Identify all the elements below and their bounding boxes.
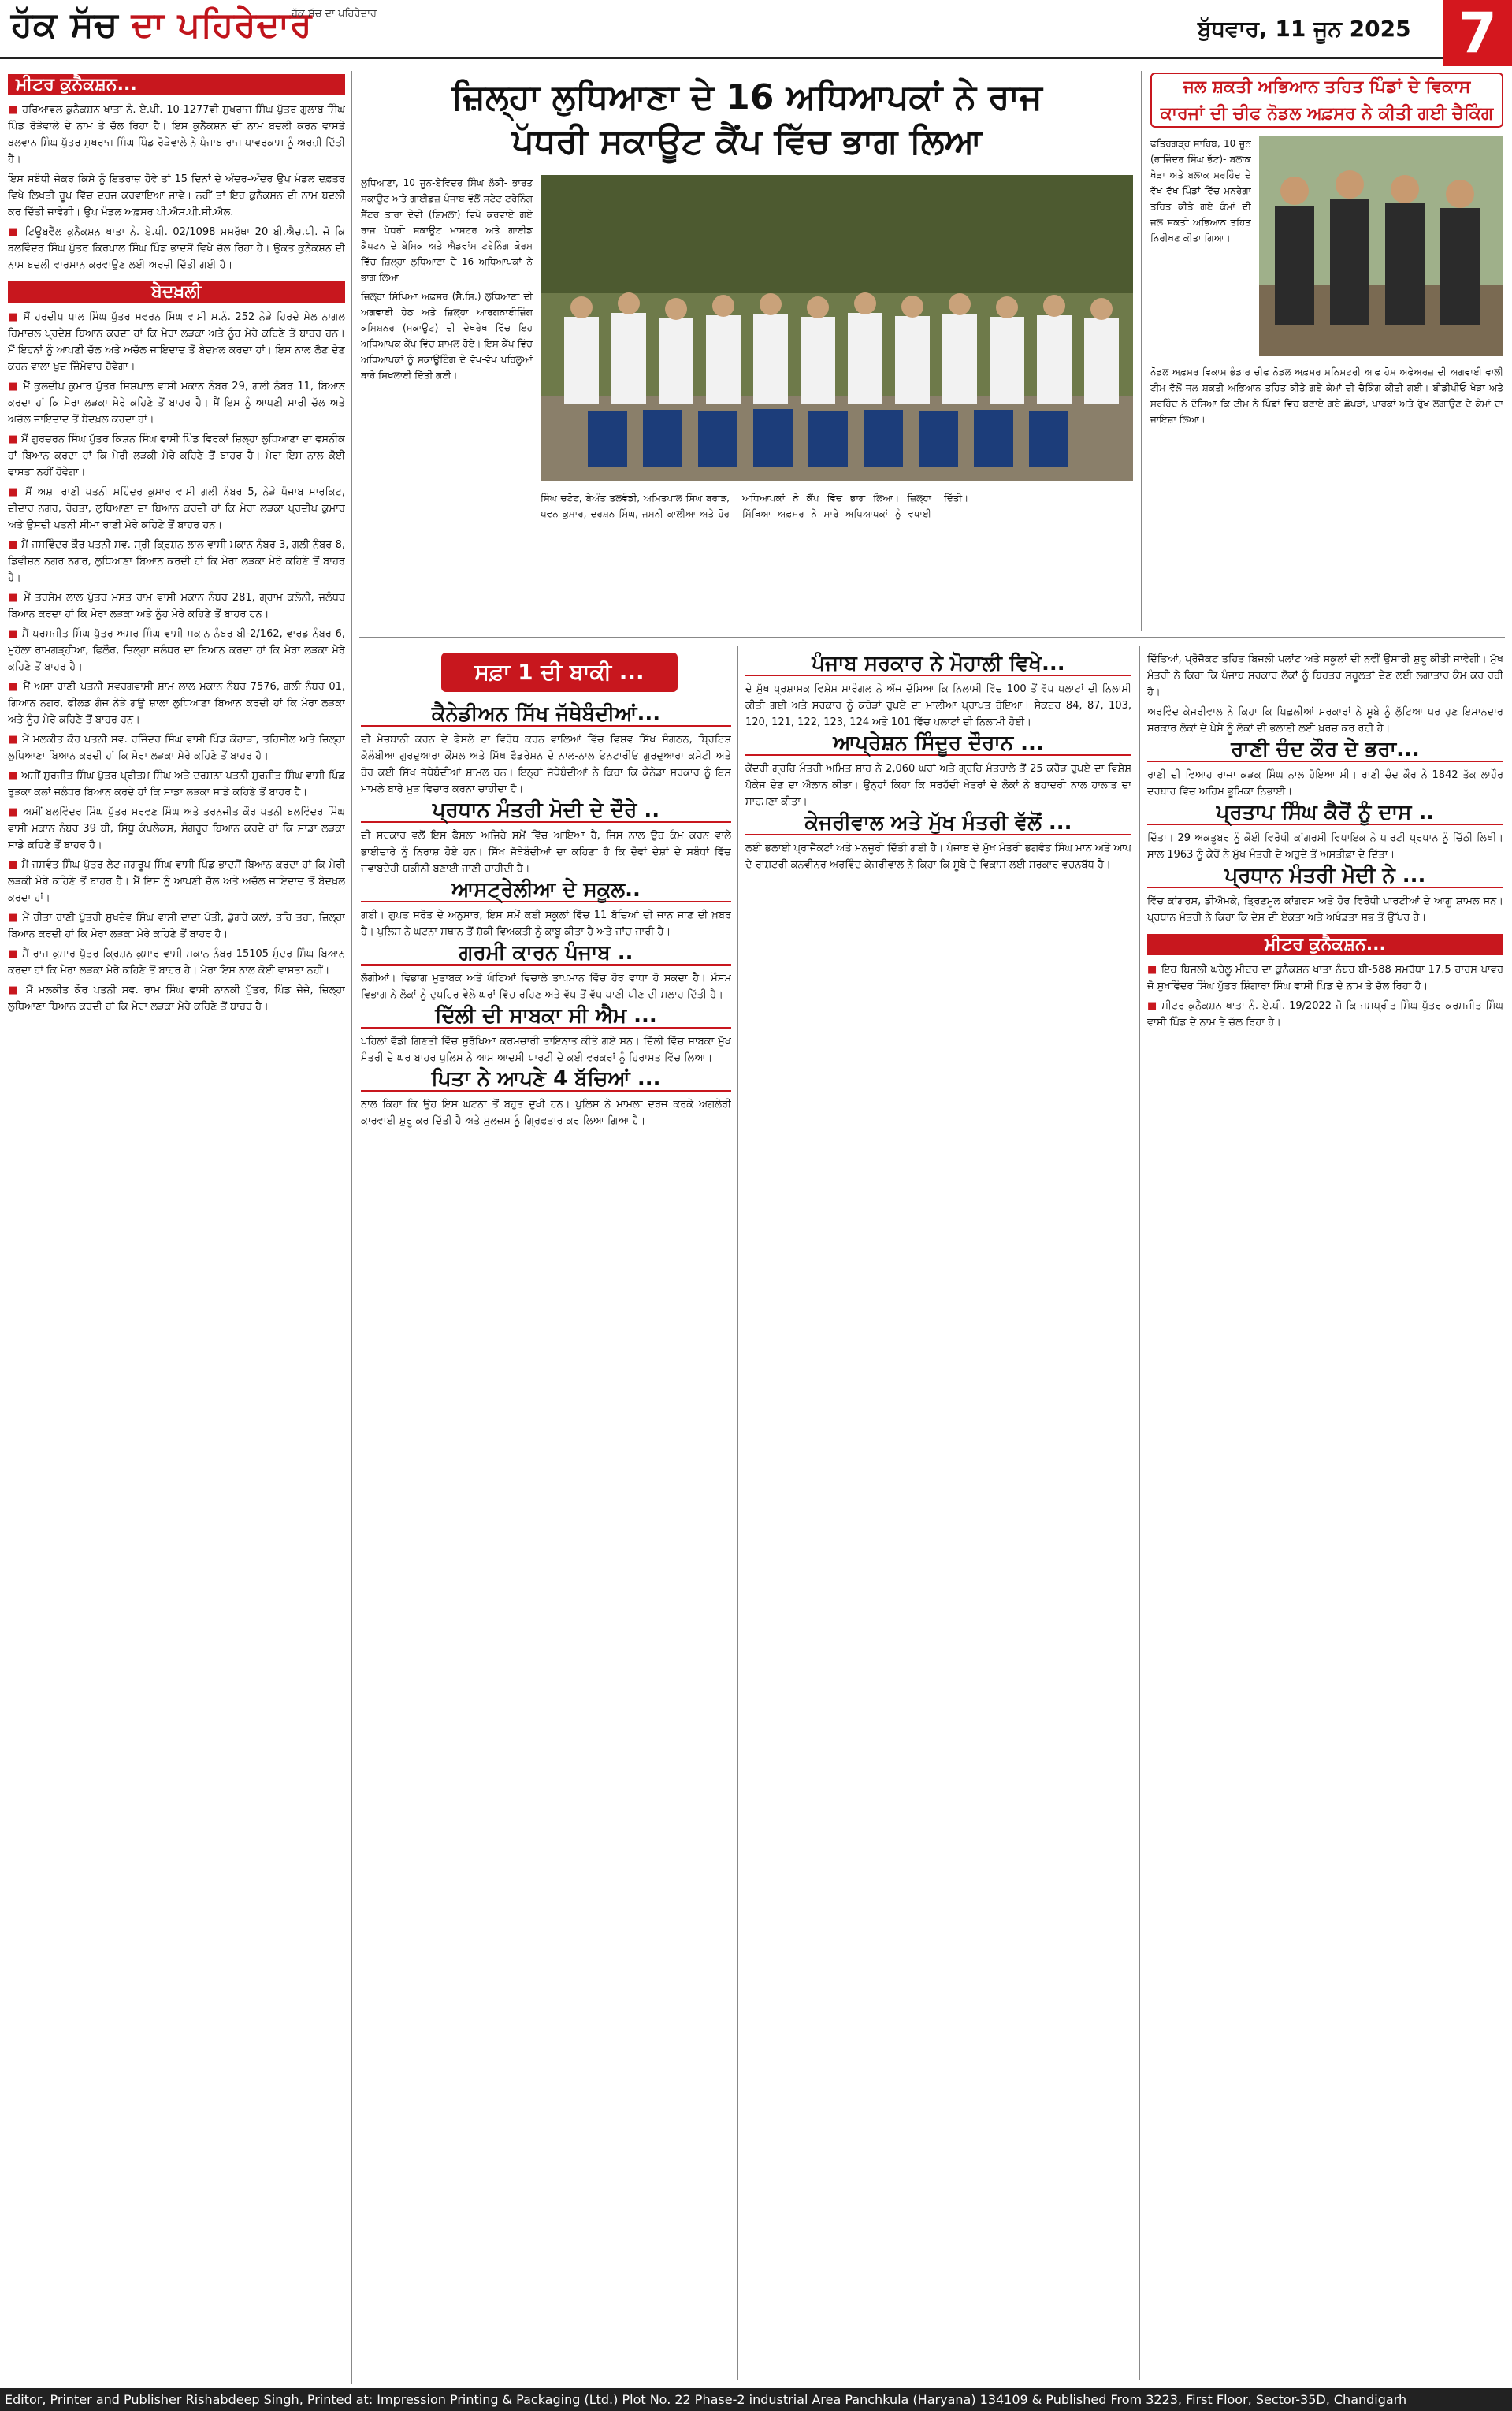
scout-group-photo <box>541 175 1133 481</box>
story-heading: ਪੰਜਾਬ ਸਰਕਾਰ ਨੇ ਮੋਹਾਲੀ ਵਿਖੇ... <box>745 656 1131 676</box>
notice-paragraph: ■ ਇਹ ਬਿਜਲੀ ਘਰੇਲੂ ਮੀਟਰ ਦਾ ਕੁਨੈਕਸ਼ਨ ਖਾਤਾ ਨੰਬਰ ਬੀ-588 ਸਮਰੱਥਾ 17.5 ਹਾਰਸ ਪਾਵਰ ਜੋ ਸੁਖਵਿੰਦਰ ਸਿੰਘ ਪੁੱਤਰ ਸ਼ਿੰਗਾਰਾ ਸਿੰਘ ਵਾਸੀ ਪਿੰਡ ਦੇ ਨਾਮ ਤੇ ਚੱਲ ਰਿਹਾ ਹੈ। <box>1147 964 1503 992</box>
lead-story-body-left <box>361 175 533 624</box>
bullet-icon: ■ <box>1147 1000 1162 1012</box>
eviction-notice: ■ ਮੈਂ ਅਸ਼ਾ ਰਾਣੀ ਪਤਨੀ ਸਵਰਗਵਾਸੀ ਸ਼ਾਮ ਲਾਲ ਮਕਾਨ ਨੰਬਰ 7576, ਗਲੀ ਨੰਬਰ 01, ਗਿਆਨ ਨਗਰ, ਫੀਲਡ ਗੰਜ ਨੇੜੇ ਗਊ ਸ਼ਾਲਾ ਲੁਧਿਆਣਾ ਬਿਆਨ ਕਰਦੀ ਹਾਂ ਕਿ ਮੇਰਾ ਲੜਕਾ ਅਤੇ ਨੂੰਹ ਮੇਰੇ ਕਹਿਣੇ ਤੋਂ ਬਾਹਰ ਹਨ। <box>8 681 345 726</box>
story-heading: ਪ੍ਰਧਾਨ ਮੰਤਰੀ ਮੋਦੀ ਦੇ ਦੌਰੇ .. <box>361 802 731 823</box>
eviction-notice: ■ ਮੈਂ ਰਾਜ ਕੁਮਾਰ ਪੁੱਤਰ ਕ੍ਰਿਸ਼ਨ ਕੁਮਾਰ ਵਾਸੀ ਮਕਾਨ ਨੰਬਰ 15105 ਸੁੰਦਰ ਸਿੰਘ ਬਿਆਨ ਕਰਦਾ ਹਾਂ ਕਿ ਮੇਰਾ ਲੜਕਾ ਮੇਰੇ ਕਹਿਣੇ ਤੋਂ ਬਾਹਰ ਹੈ। ਮੇਰਾ ਇਸ ਨਾਲ ਕੋਈ ਵਾਸਤਾ ਨਹੀਂ। <box>8 948 345 977</box>
issue-date: ਬੁੱਧਵਾਰ, 11 ਜੂਨ 2025 <box>1198 16 1411 42</box>
story-heading: ਕੇਜਰੀਵਾਲ ਅਤੇ ਮੁੱਖ ਮੰਤਰੀ ਵੱਲੋਂ ... <box>745 815 1131 835</box>
bullet-icon: ■ <box>8 592 24 604</box>
story-paragraph: ਨਾਲ ਕਿਹਾ ਕਿ ਉਹ ਇਸ ਘਟਨਾ ਤੋਂ ਬਹੁਤ ਦੁਖੀ ਹਨ। ਪੁਲਿਸ ਨੇ ਮਾਮਲਾ ਦਰਜ ਕਰਕੇ ਅਗਲੇਰੀ ਕਾਰਵਾਈ ਸ਼ੁਰੂ ਕਰ ਦਿੱਤੀ ਹੈ ਅਤੇ ਮੁਲਜ਼ਮ ਨੂੰ ਗ੍ਰਿਫ਼ਤਾਰ ਕਰ ਲਿਆ ਗਿਆ ਹੈ। <box>361 1099 731 1127</box>
eviction-notice: ■ ਅਸੀਂ ਬਲਵਿੰਦਰ ਸਿੰਘ ਪੁੱਤਰ ਸਰਵਣ ਸਿੰਘ ਅਤੇ ਤਰਨਜੀਤ ਕੌਰ ਪਤਨੀ ਬਲਵਿੰਦਰ ਸਿੰਘ ਵਾਸੀ ਮਕਾਨ ਨੰਬਰ 39 ਬੀ, ਸਿੱਧੂ ਕੰਪਲੈਕਸ, ਸੰਗਰੂਰ ਬਿਆਨ ਕਰਦੇ ਹਾਂ ਕਿ ਸਾਡਾ ਲੜਕਾ ਸਾਡੇ ਕਹਿਣੇ ਤੋਂ ਬਾਹਰ ਹੈ। <box>8 806 345 851</box>
bullet-icon: ■ <box>8 381 24 393</box>
story-paragraph: ਲੱਗੀਆਂ। ਵਿਭਾਗ ਮੁਤਾਬਕ ਅਤੇ ਘੰਟਿਆਂ ਵਿਚਾਲੇ ਤਾਪਮਾਨ ਵਿੱਚ ਹੋਰ ਵਾਧਾ ਹੋ ਸਕਦਾ ਹੈ। ਮੌਸਮ ਵਿਭਾਗ ਨੇ ਲੋਕਾਂ ਨੂੰ ਦੁਪਹਿਰ ਵੇਲੇ ਘਰਾਂ ਵਿੱਚ ਰਹਿਣ ਅਤੇ ਵੱਧ ਤੋਂ ਵੱਧ ਪਾਣੀ ਪੀਣ ਦੀ ਸਲਾਹ ਦਿੱਤੀ ਹੈ। <box>361 973 731 1001</box>
masthead-title <box>11 5 313 45</box>
eviction-notice: ■ ਮੈਂ ਤਰਸੇਮ ਲਾਲ ਪੁੱਤਰ ਮਸਤ ਰਾਮ ਵਾਸੀ ਮਕਾਨ ਨੰਬਰ 281, ਗ੍ਰਾਮ ਕਲੋਨੀ, ਜਲੰਧਰ ਬਿਆਨ ਕਰਦਾ ਹਾਂ ਕਿ ਮੇਰਾ ਲੜਕਾ ਅਤੇ ਨੂੰਹ ਮੇਰੇ ਕਹਿਣੇ ਤੋਂ ਬਾਹਰ ਹਨ। <box>8 592 345 620</box>
bullet-icon: ■ <box>8 734 23 746</box>
bullet-icon: ■ <box>8 433 22 445</box>
imprint-footer: Editor, Printer and Publisher Rishabdeep Singh, Printed at: Impression Printing & Packaging (Ltd.) Plot No. 22 Phase-2 industrial Area Panchkula (Haryana) 134109 & Published From 3223, First Floor, Sector-35D, Chandigarh <box>0 2388 1512 2411</box>
bullet-icon: ■ <box>8 912 23 924</box>
page-number-badge: 7 <box>1443 0 1512 66</box>
notice-paragraph: ਇਸ ਸਬੰਧੀ ਜੇਕਰ ਕਿਸੇ ਨੂੰ ਇਤਰਾਜ਼ ਹੋਵੇ ਤਾਂ 15 ਦਿਨਾਂ ਦੇ ਅੰਦਰ-ਅੰਦਰ ਉਪ ਮੰਡਲ ਦਫ਼ਤਰ ਵਿਖੇ ਲਿਖਤੀ ਰੂਪ ਵਿੱਚ ਦਰਜ ਕਰਵਾਇਆ ਜਾਵੇ। ਨਹੀਂ ਤਾਂ ਇਹ ਕੁਨੈਕਸ਼ਨ ਦੀ ਨਾਮ ਬਦਲੀ ਕਰ ਦਿੱਤੀ ਜਾਵੇਗੀ। ਉਪ ਮੰਡਲ ਅਫ਼ਸਰ ਪੀ.ਐਸ.ਪੀ.ਸੀ.ਐਲ. <box>8 173 345 218</box>
story-heading: ਕੈਨੇਡੀਅਨ ਸਿੱਖ ਜੱਥੇਬੰਦੀਆਂ... <box>361 706 731 727</box>
lead-headline <box>361 76 1133 164</box>
story-paragraph: ਅਰਵਿੰਦ ਕੇਜਰੀਵਾਲ ਨੇ ਕਿਹਾ ਕਿ ਪਿਛਲੀਆਂ ਸਰਕਾਰਾਂ ਨੇ ਸੂਬੇ ਨੂੰ ਲੁੱਟਿਆ ਪਰ ਹੁਣ ਇਮਾਨਦਾਰ ਸਰਕਾਰ ਲੋਕਾਂ ਦੇ ਪੈਸੇ ਨੂੰ ਲੋਕਾਂ ਦੀ ਭਲਾਈ ਲਈ ਖ਼ਰਚ ਕਰ ਰਹੀ ਹੈ। <box>1147 706 1503 735</box>
story-paragraph: ਪਹਿਲਾਂ ਵੱਡੀ ਗਿਣਤੀ ਵਿੱਚ ਸੁਰੱਖਿਆ ਕਰਮਚਾਰੀ ਤਾਇਨਾਤ ਕੀਤੇ ਗਏ ਸਨ। ਦਿੱਲੀ ਵਿੱਚ ਸਾਬਕਾ ਮੁੱਖ ਮੰਤਰੀ ਦੇ ਘਰ ਬਾਹਰ ਪੁਲਿਸ ਨੇ ਆਮ ਆਦਮੀ ਪਾਰਟੀ ਦੇ ਕਈ ਵਰਕਰਾਂ ਨੂੰ ਹਿਰਾਸਤ ਵਿੱਚ ਲਿਆ। <box>361 1036 731 1064</box>
story-heading: ਆਸਟ੍ਰੇਲੀਆ ਦੇ ਸਕੂਲ.. <box>361 882 731 902</box>
masthead-title-part-b: ਦਾ ਪਹਿਰੇਦਾਰ <box>131 5 313 45</box>
column-divider <box>1141 71 1142 631</box>
eviction-notice: ■ ਮੈਂ ਹਰਦੀਪ ਪਾਲ ਸਿੰਘ ਪੁੱਤਰ ਸਵਰਨ ਸਿੰਘ ਵਾਸੀ ਮ.ਨੰ. 252 ਨੇੜੇ ਹਿਰਦੇ ਮੇਲ ਨਾਗਲ ਹਿਮਾਚਲ ਪ੍ਰਦੇਸ਼ ਬਿਆਨ ਕਰਦਾ ਹਾਂ ਕਿ ਮੇਰਾ ਲੜਕਾ ਅਤੇ ਨੂੰਹ ਮੇਰੇ ਕਹਿਣੇ ਤੋਂ ਬਾਹਰ ਹਨ। ਮੈਂ ਇਹਨਾਂ ਨੂੰ ਆਪਣੀ ਚੱਲ ਅਤੇ ਅਚੱਲ ਜਾਇਦਾਦ ਤੋਂ ਬੇਦਖ਼ਲ ਕਰਦਾ ਹਾਂ। ਇਸ ਨਾਲ ਲੈਣ ਦੇਣ ਕਰਨ ਵਾਲਾ ਖ਼ੁਦ ਜ਼ਿੰਮੇਵਾਰ ਹੋਵੇਗਾ। <box>8 311 345 373</box>
meter-connection-heading: ਮੀਟਰ ਕੁਨੈਕਸ਼ਨ... <box>8 74 345 95</box>
bullet-icon: ■ <box>8 311 24 323</box>
eviction-notice: ■ ਮੈਂ ਕੁਲਦੀਪ ਕੁਮਾਰ ਪੁੱਤਰ ਸਿਸ਼ਪਾਲ ਵਾਸੀ ਮਕਾਨ ਨੰਬਰ 29, ਗਲੀ ਨੰਬਰ 11, ਬਿਆਨ ਕਰਦਾ ਹਾਂ ਕਿ ਮੇਰਾ ਲੜਕਾ ਮੇਰੇ ਕਹਿਣੇ ਤੋਂ ਬਾਹਰ ਹੈ। ਮੈਂ ਇਸ ਨੂੰ ਆਪਣੀ ਸਾਰੀ ਚੱਲ ਅਤੇ ਅਚੱਲ ਜਾਇਦਾਦ ਤੋਂ ਬੇਦਖ਼ਲ ਕਰਦਾ ਹਾਂ। <box>8 381 345 426</box>
eviction-heading: ਬੇਦਖ਼ਲੀ <box>8 281 345 303</box>
jal-shakti-intro <box>1150 136 1251 356</box>
story-paragraph: ਦਿੱਤਿਆਂ, ਪ੍ਰੋਜੈਕਟ ਤਹਿਤ ਬਿਜਲੀ ਪਲਾਂਟ ਅਤੇ ਸਕੂਲਾਂ ਦੀ ਨਵੀਂ ਉਸਾਰੀ ਸ਼ੁਰੂ ਕੀਤੀ ਜਾਵੇਗੀ। ਮੁੱਖ ਮੰਤਰੀ ਨੇ ਕਿਹਾ ਕਿ ਪੰਜਾਬ ਸਰਕਾਰ ਲੋਕਾਂ ਨੂੰ ਬਿਹਤਰ ਸਹੂਲਤਾਂ ਦੇਣ ਲਈ ਲਗਾਤਾਰ ਕੰਮ ਕਰ ਰਹੀ ਹੈ। <box>1147 653 1503 698</box>
continued-column-2 <box>745 651 1131 2377</box>
eviction-notice: ■ ਮੈਂ ਜਸਵੰਤ ਸਿੰਘ ਪੁੱਤਰ ਲੇਟ ਜਗਰੂਪ ਸਿੰਘ ਵਾਸੀ ਪਿੰਡ ਭਾਦਸੋਂ ਬਿਆਨ ਕਰਦਾ ਹਾਂ ਕਿ ਮੇਰੀ ਲੜਕੀ ਮੇਰੇ ਕਹਿਣੇ ਤੋਂ ਬਾਹਰ ਹੈ। ਮੈਂ ਇਸ ਨੂੰ ਆਪਣੀ ਚੱਲ ਅਤੇ ਅਚੱਲ ਜਾਇਦਾਦ ਤੋਂ ਬੇਦਖ਼ਲ ਕਰਦਾ ਹਾਂ। <box>8 859 345 904</box>
officials-inspection-photo <box>1259 136 1503 356</box>
lead-headline-line-1: ਜ਼ਿਲ੍ਹਾ ਲੁਧਿਆਣਾ ਦੇ 16 ਅਧਿਆਪਕਾਂ ਨੇ ਰਾਜ <box>451 77 1042 117</box>
lead-story-paragraph: ਲੁਧਿਆਣਾ, 10 ਜੂਨ-ਏਵਿਦਰ ਸਿੰਘ ਲੱਕੀ- ਭਾਰਤ ਸਕਾਊਟ ਅਤੇ ਗਾਈਡਜ਼ ਪੰਜਾਬ ਵੱਲੋਂ ਸਟੇਟ ਟਰੇਨਿੰਗ ਸੈਂਟਰ ਤਾਰਾ ਦੇਵੀ (ਸ਼ਿਮਲਾ) ਵਿਖੇ ਕਰਵਾਏ ਗਏ ਰਾਜ ਪੱਧਰੀ ਸਕਾਊਟ ਮਾਸਟਰ ਅਤੇ ਗਾਈਡ ਕੈਪਟਨ ਦੇ ਬੇਸਿਕ ਅਤੇ ਐਡਵਾਂਸ ਟਰੇਨਿੰਗ ਕੋਰਸ ਵਿੱਚ ਜ਼ਿਲ੍ਹਾ ਲੁਧਿਆਣਾ ਦੇ 16 ਅਧਿਆਪਕਾਂ ਨੇ ਭਾਗ ਲਿਆ। <box>361 177 533 283</box>
bullet-icon: ■ <box>8 859 22 871</box>
masthead-tagline: ਹੱਕ ਸੱਚ ਦਾ ਪਹਿਰੇਦਾਰ <box>292 8 377 20</box>
story-paragraph: ਗਈ। ਗੁਪਤ ਸਰੋਤ ਦੇ ਅਨੁਸਾਰ, ਇਸ ਸਮੇਂ ਕਈ ਸਕੂਲਾਂ ਵਿੱਚ 11 ਬੱਚਿਆਂ ਦੀ ਜਾਨ ਜਾਣ ਦੀ ਖ਼ਬਰ ਹੈ। ਪੁਲਿਸ ਨੇ ਘਟਨਾ ਸਥਾਨ ਤੋਂ ਸ਼ੱਕੀ ਵਿਅਕਤੀ ਨੂੰ ਕਾਬੂ ਕੀਤਾ ਹੈ ਅਤੇ ਜਾਂਚ ਜਾਰੀ ਹੈ। <box>361 910 731 938</box>
officials-inspection-photo-graphic <box>1259 136 1503 356</box>
story-paragraph: ਰਾਣੀ ਦੀ ਵਿਆਹ ਰਾਜਾ ਕੜਕ ਸਿੰਘ ਨਾਲ ਹੋਇਆ ਸੀ। ਰਾਣੀ ਚੰਦ ਕੌਰ ਨੇ 1842 ਤੱਕ ਲਾਹੌਰ ਦਰਬਾਰ ਵਿੱਚ ਅਹਿਮ ਭੂਮਿਕਾ ਨਿਭਾਈ। <box>1147 769 1503 798</box>
jal-shakti-headline-line-2: ਕਾਰਜਾਂ ਦੀ ਚੀਫ ਨੋਡਲ ਅਫ਼ਸਰ ਨੇ ਕੀਤੀ ਗਈ ਚੈਕਿੰਗ <box>1160 104 1494 124</box>
bullet-icon: ■ <box>8 770 22 782</box>
jal-shakti-body <box>1150 364 1503 624</box>
story-paragraph: ਲਈ ਭਲਾਈ ਪ੍ਰਾਜੈਕਟਾਂ ਅਤੇ ਮਨਜ਼ੂਰੀ ਦਿੱਤੀ ਗਈ ਹੈ। ਪੰਜਾਬ ਦੇ ਮੁੱਖ ਮੰਤਰੀ ਭਗਵੰਤ ਸਿੰਘ ਮਾਨ ਅਤੇ ਆਪ ਦੇ ਰਾਸ਼ਟਰੀ ਕਨਵੀਨਰ ਅਰਵਿੰਦ ਕੇਜਰੀਵਾਲ ਨੇ ਕਿਹਾ ਕਿ ਸੂਬੇ ਦੇ ਵਿਕਾਸ ਲਈ ਸਰਕਾਰ ਵਚਨਬੱਧ ਹੈ। <box>745 843 1131 871</box>
story-paragraph: ਵਿੱਚ ਕਾਂਗਰਸ, ਡੀਐਮਕੇ, ਤ੍ਰਿਣਮੂਲ ਕਾਂਗਰਸ ਅਤੇ ਹੋਰ ਵਿਰੋਧੀ ਪਾਰਟੀਆਂ ਦੇ ਆਗੂ ਸ਼ਾਮਲ ਸਨ। ਪ੍ਰਧਾਨ ਮੰਤਰੀ ਨੇ ਕਿਹਾ ਕਿ ਦੇਸ਼ ਦੀ ਏਕਤਾ ਅਤੇ ਅਖੰਡਤਾ ਸਭ ਤੋਂ ਉੱਪਰ ਹੈ। <box>1147 895 1503 924</box>
continued-column-1 <box>361 701 731 2376</box>
eviction-notice: ■ ਮੈਂ ਗੁਰਚਰਨ ਸਿੰਘ ਪੁੱਤਰ ਕਿਸ਼ਨ ਸਿੰਘ ਵਾਸੀ ਪਿੰਡ ਵਿਰਕਾਂ ਜ਼ਿਲ੍ਹਾ ਲੁਧਿਆਣਾ ਦਾ ਵਸਨੀਕ ਹਾਂ ਬਿਆਨ ਕਰਦਾ ਹਾਂ ਕਿ ਮੇਰੀ ਲੜਕੀ ਮੇਰੇ ਕਹਿਣੇ ਤੋਂ ਬਾਹਰ ਹੈ। ਮੇਰਾ ਇਸ ਨਾਲ ਕੋਈ ਵਾਸਤਾ ਨਹੀਂ ਹੋਵੇਗਾ। <box>8 433 345 478</box>
notice-paragraph: ■ ਟਿਊਬਵੈੱਲ ਕੁਨੈਕਸ਼ਨ ਖਾਤਾ ਨੰ. ਏ.ਪੀ. 02/1098 ਸਮਰੱਥਾ 20 ਬੀ.ਐਚ.ਪੀ. ਜੋ ਕਿ ਬਲਵਿੰਦਰ ਸਿੰਘ ਪੁੱਤਰ ਕਿਰਪਾਲ ਸਿੰਘ ਪਿੰਡ ਭਾਦਸੋਂ ਵਿਖੇ ਚੱਲ ਰਿਹਾ ਹੈ। ਉਕਤ ਕੁਨੈਕਸ਼ਨ ਦੀ ਨਾਮ ਬਦਲੀ ਵਾਰਸਾਨ ਕਰਵਾਉਣ ਲਈ ਅਰਜ਼ੀ ਦਿੱਤੀ ਗਈ ਹੈ। <box>8 226 345 271</box>
masthead-title-part-a: ਹੱਕ ਸੱਚ <box>11 5 132 45</box>
scout-group-photo-graphic <box>541 175 1133 481</box>
eviction-notice: ■ ਮੈਂ ਮਲਕੀਤ ਕੌਰ ਪਤਨੀ ਸਵ. ਰਾਮ ਸਿੰਘ ਵਾਸੀ ਨਾਨਕੀ ਪੁੱਤਰ, ਪਿੰਡ ਜੇਜੇ, ਜ਼ਿਲ੍ਹਾ ਲੁਧਿਆਣਾ ਬਿਆਨ ਕਰਦੀ ਹਾਂ ਕਿ ਮੇਰਾ ਲੜਕਾ ਮੇਰੇ ਕਹਿਣੇ ਤੋਂ ਬਾਹਰ ਹੈ। <box>8 984 345 1013</box>
jal-shakti-paragraph: ਨੋਡਲ ਅਫ਼ਸਰ ਵਿਕਾਸ ਭੰਡਾਰ ਚੀਫ ਨੋਡਲ ਅਫ਼ਸਰ ਮਨਿਸਟਰੀ ਆਫ ਹੋਮ ਅਫੇਅਰਜ਼ ਦੀ ਅਗਵਾਈ ਵਾਲੀ ਟੀਮ ਵੱਲੋਂ ਜਲ ਸ਼ਕਤੀ ਅਭਿਆਨ ਤਹਿਤ ਕੀਤੇ ਗਏ ਕੰਮਾਂ ਦੀ ਚੈਕਿੰਗ ਕੀਤੀ ਗਈ। ਬੀਡੀਪੀਓ ਖੇੜਾ ਅਤੇ ਸਰਹਿੰਦ ਨੇ ਦੱਸਿਆ ਕਿ ਟੀਮ ਨੇ ਪਿੰਡਾਂ ਵਿੱਚ ਬਣਾਏ ਗਏ ਛੱਪੜਾਂ, ਪਾਰਕਾਂ ਅਤੇ ਰੁੱਖ ਲਗਾਉਣ ਦੇ ਕੰਮਾਂ ਦਾ ਜਾਇਜ਼ਾ ਲਿਆ। <box>1150 366 1503 425</box>
lead-story-paragraph: ਜ਼ਿਲ੍ਹਾ ਸਿੱਖਿਆ ਅਫ਼ਸਰ (ਸੈ.ਸਿ.) ਲੁਧਿਆਣਾ ਦੀ ਅਗਵਾਈ ਹੇਠ ਅਤੇ ਜ਼ਿਲ੍ਹਾ ਆਰਗਨਾਈਜ਼ਿੰਗ ਕਮਿਸ਼ਨਰ (ਸਕਾਊਟ) ਦੀ ਦੇਖਰੇਖ ਵਿੱਚ ਇਹ ਅਧਿਆਪਕ ਕੈਂਪ ਵਿੱਚ ਸ਼ਾਮਲ ਹੋਏ। ਇਸ ਕੈਂਪ ਵਿੱਚ ਅਧਿਆਪਕਾਂ ਨੂੰ ਸਕਾਊਟਿੰਗ ਦੇ ਵੱਖ-ਵੱਖ ਪਹਿਲੂਆਂ ਬਾਰੇ ਸਿਖਲਾਈ ਦਿੱਤੀ ਗਈ। <box>361 291 533 381</box>
lead-headline-line-2: ਪੱਧਰੀ ਸਕਾਊਟ ਕੈਂਪ ਵਿੱਚ ਭਾਗ ਲਿਆ <box>511 121 983 162</box>
bullet-icon: ■ <box>8 948 23 960</box>
story-paragraph: ਦੀ ਮੇਜ਼ਬਾਨੀ ਕਰਨ ਦੇ ਫੈਸਲੇ ਦਾ ਵਿਰੋਧ ਕਰਨ ਵਾਲਿਆਂ ਵਿੱਚ ਵਿਸ਼ਵ ਸਿੱਖ ਸੰਗਠਨ, ਬ੍ਰਿਟਿਸ਼ ਕੋਲੰਬੀਆ ਗੁਰਦੁਆਰਾ ਕੌਂਸਲ ਅਤੇ ਸਿੱਖ ਫੈਡਰੇਸ਼ਨ ਦੇ ਨਾਲ-ਨਾਲ ਓਨਟਾਰੀਓ ਗੁਰਦੁਆਰਾ ਕਮੇਟੀ ਅਤੇ ਹੋਰ ਕਈ ਸਿੱਖ ਜੱਥੇਬੰਦੀਆਂ ਸ਼ਾਮਲ ਹਨ। ਇਨ੍ਹਾਂ ਜੱਥੇਬੰਦੀਆਂ ਨੇ ਕਿਹਾ ਕਿ ਕੈਨੇਡਾ ਸਰਕਾਰ ਨੂੰ ਇਸ ਮਾਮਲੇ ਬਾਰੇ ਮੁੜ ਵਿਚਾਰ ਕਰਨਾ ਚਾਹੀਦਾ ਹੈ। <box>361 734 731 795</box>
bullet-icon: ■ <box>8 539 22 551</box>
lead-story-paragraph: ਸਿੰਘ ਚਟੋਟ, ਬੇਅੰਤ ਤਲਵੰਡੀ, ਅਮਿਤਪਾਲ ਸਿੰਘ ਬਰਾੜ, ਪਵਨ ਕੁਮਾਰ, ਦਰਸ਼ਨ ਸਿੰਘ, ਜਸਨੀ ਕਾਲੀਆ ਅਤੇ ਹੋਰ ਅਧਿਆਪਕਾਂ ਨੇ ਕੈਂਪ ਵਿੱਚ ਭਾਗ ਲਿਆ। ਜ਼ਿਲ੍ਹਾ ਸਿੱਖਿਆ ਅਫ਼ਸਰ ਨੇ ਸਾਰੇ ਅਧਿਆਪਕਾਂ ਨੂੰ ਵਧਾਈ ਦਿੱਤੀ। <box>541 493 969 519</box>
bullet-icon: ■ <box>8 806 23 818</box>
left-classifieds-column <box>8 73 345 2378</box>
story-paragraph: ਦੇ ਮੁੱਖ ਪ੍ਰਸ਼ਾਸਕ ਵਿਸ਼ੇਸ਼ ਸਾਰੰਗਲ ਨੇ ਅੱਜ ਦੱਸਿਆ ਕਿ ਨਿਲਾਮੀ ਵਿੱਚ 100 ਤੋਂ ਵੱਧ ਪਲਾਟਾਂ ਦੀ ਨਿਲਾਮੀ ਕੀਤੀ ਗਈ ਅਤੇ ਸਰਕਾਰ ਨੂੰ ਕਰੋੜਾਂ ਰੁਪਏ ਦਾ ਮਾਲੀਆ ਪ੍ਰਾਪਤ ਹੋਇਆ। ਸੈਕਟਰ 84, 87, 103, 120, 121, 122, 123, 124 ਅਤੇ 101 ਵਿੱਚ ਪਲਾਟਾਂ ਦੀ ਨਿਲਾਮੀ ਹੋਈ। <box>745 683 1131 728</box>
notice-paragraph: ■ ਹਰਿਆਵਲ ਕੁਨੈਕਸ਼ਨ ਖਾਤਾ ਨੰ. ਏ.ਪੀ. 10-1277ਵੀ ਸੁਖਰਾਜ ਸਿੰਘ ਪੁੱਤਰ ਗੁਲਾਬ ਸਿੰਘ ਪਿੰਡ ਰੋੜੇਵਾਲੇ ਦੇ ਨਾਮ ਤੇ ਚੱਲ ਰਿਹਾ ਹੈ। ਇਸ ਕੁਨੈਕਸ਼ਨ ਦੀ ਨਾਮ ਬਦਲੀ ਕਰਨ ਵਾਸਤੇ ਬਲਵਾਨ ਸਿੰਘ ਪੁੱਤਰ ਸੁਖਰਾਜ ਸਿੰਘ ਪਿੰਡ ਰੋੜੇਵਾਲੇ ਨੇ ਪੰਜਾਬ ਰਾਜ ਪਾਵਰਕਾਮ ਨੂੰ ਅਰਜ਼ੀ ਦਿੱਤੀ ਹੈ। <box>8 104 345 166</box>
bullet-icon: ■ <box>8 226 25 238</box>
story-heading: ਦਿੱਲੀ ਦੀ ਸਾਬਕਾ ਸੀ ਐਮ ... <box>361 1008 731 1029</box>
story-heading: ਆਪ੍ਰੇਸ਼ਨ ਸਿੰਦੂਰ ਦੌਰਾਨ ... <box>745 735 1131 756</box>
bullet-icon: ■ <box>8 104 23 116</box>
story-heading: ਪਿਤਾ ਨੇ ਆਪਣੇ 4 ਬੱਚਿਆਂ ... <box>361 1071 731 1092</box>
jal-shakti-headline-line-1: ਜਲ ਸ਼ਕਤੀ ਅਭਿਆਨ ਤਹਿਤ ਪਿੰਡਾਂ ਦੇ ਵਿਕਾਸ <box>1183 77 1471 97</box>
story-heading: ਰਾਣੀ ਚੰਦ ਕੌਰ ਦੇ ਭਰਾ... <box>1147 742 1503 762</box>
section-divider <box>359 637 1505 638</box>
eviction-notice: ■ ਮੈਂ ਅਸ਼ਾ ਰਾਣੀ ਪਤਨੀ ਮਹਿੰਦਰ ਕੁਮਾਰ ਵਾਸੀ ਗਲੀ ਨੰਬਰ 5, ਨੇੜੇ ਪੰਜਾਬ ਮਾਰਕਿਟ, ਦੀਦਾਰ ਨਗਰ, ਰੋਹਤਾ, ਲੁਧਿਆਣਾ ਦਾ ਬਿਆਨ ਕਰਦੀ ਹਾਂ ਕਿ ਮੇਰਾ ਲੜਕਾ ਪ੍ਰਦੀਪ ਕੁਮਾਰ ਅਤੇ ਉਸਦੀ ਪਤਨੀ ਸੀਮਾ ਰਾਣੀ ਮੇਰੇ ਕਹਿਣੇ ਤੋਂ ਬਾਹਰ ਹਨ। <box>8 486 345 531</box>
story-paragraph: ਕੇਂਦਰੀ ਗ੍ਰਹਿ ਮੰਤਰੀ ਅਮਿਤ ਸ਼ਾਹ ਨੇ 2,060 ਘਰਾਂ ਅਤੇ ਗ੍ਰਹਿ ਮੰਤਰਾਲੇ ਤੋਂ 25 ਕਰੋੜ ਰੁਪਏ ਦਾ ਵਿਸ਼ੇਸ਼ ਪੈਕੇਜ ਦੇਣ ਦਾ ਐਲਾਨ ਕੀਤਾ। ਉਨ੍ਹਾਂ ਕਿਹਾ ਕਿ ਸਰਹੱਦੀ ਖੇਤਰਾਂ ਦੇ ਲੋਕਾਂ ਨੇ ਬਹਾਦਰੀ ਨਾਲ ਹਾਲਾਤ ਦਾ ਸਾਹਮਣਾ ਕੀਤਾ। <box>745 763 1131 808</box>
column-divider <box>737 646 738 2380</box>
eviction-notice: ■ ਮੈਂ ਪਰਮਜੀਤ ਸਿੰਘ ਪੁੱਤਰ ਅਮਰ ਸਿੰਘ ਵਾਸੀ ਮਕਾਨ ਨੰਬਰ ਬੀ-2/162, ਵਾਰਡ ਨੰਬਰ 6, ਮੁਹੱਲਾ ਰਾਮਗੜ੍ਹੀਆ, ਫਿਲੌਰ, ਜ਼ਿਲ੍ਹਾ ਜਲੰਧਰ ਦਾ ਬਿਆਨ ਕਰਦਾ ਹਾਂ ਕਿ ਮੇਰਾ ਲੜਕਾ ਮੇਰੇ ਕਹਿਣੇ ਤੋਂ ਬਾਹਰ ਹੈ। <box>8 628 345 673</box>
eviction-notice: ■ ਅਸੀਂ ਸੁਰਜੀਤ ਸਿੰਘ ਪੁੱਤਰ ਪ੍ਰੀਤਮ ਸਿੰਘ ਅਤੇ ਦਰਸ਼ਨਾ ਪਤਨੀ ਸੁਰਜੀਤ ਸਿੰਘ ਵਾਸੀ ਪਿੰਡ ਰੁੜਕਾ ਕਲਾਂ ਜਲੰਧਰ ਬਿਆਨ ਕਰਦੇ ਹਾਂ ਕਿ ਸਾਡਾ ਲੜਕਾ ਸਾਡੇ ਕਹਿਣੇ ਤੋਂ ਬਾਹਰ ਹੈ। <box>8 770 345 798</box>
bullet-icon: ■ <box>8 681 24 693</box>
story-paragraph: ਦੀ ਸਰਕਾਰ ਵਲੋਂ ਇਸ ਫੈਸਲਾ ਅਜਿਹੇ ਸਮੇਂ ਵਿੱਚ ਆਇਆ ਹੈ, ਜਿਸ ਨਾਲ ਉਹ ਕੰਮ ਕਰਨ ਵਾਲੇ ਭਾਈਚਾਰੇ ਨੂੰ ਨਿਰਾਸ਼ ਹੋਏ ਹਨ। ਸਿੱਖ ਜੱਥੇਬੰਦੀਆਂ ਦਾ ਕਹਿਣਾ ਹੈ ਕਿ ਦੋਵਾਂ ਦੇਸ਼ਾਂ ਦੇ ਸਬੰਧਾਂ ਵਿੱਚ ਜਵਾਬਦੇਹੀ ਯਕੀਨੀ ਬਣਾਈ ਜਾਣੀ ਚਾਹੀਦੀ ਹੈ। <box>361 830 731 875</box>
bullet-icon: ■ <box>1147 964 1162 976</box>
lead-story-body-right <box>541 490 1133 624</box>
column-divider <box>351 71 352 2384</box>
meter-connection-box-heading: ਮੀਟਰ ਕੁਨੈਕਸ਼ਨ... <box>1147 934 1503 955</box>
bullet-icon: ■ <box>8 984 27 996</box>
continued-from-page-1-banner: ਸਫ਼ਾ 1 ਦੀ ਬਾਕੀ ... <box>441 653 678 692</box>
story-paragraph: ਦਿੱਤਾ। 29 ਅਕਤੂਬਰ ਨੂੰ ਕੋਈ ਵਿਰੋਧੀ ਕਾਂਗਰਸੀ ਵਿਧਾਇਕ ਨੇ ਪਾਰਟੀ ਪ੍ਰਧਾਨ ਨੂੰ ਚਿੱਠੀ ਲਿਖੀ। ਸਾਲ 1963 ਨੂੰ ਕੈਰੋਂ ਨੇ ਮੁੱਖ ਮੰਤਰੀ ਦੇ ਅਹੁਦੇ ਤੋਂ ਅਸਤੀਫ਼ਾ ਦੇ ਦਿੱਤਾ। <box>1147 832 1503 861</box>
eviction-notice: ■ ਮੈਂ ਜਸਵਿੰਦਰ ਕੌਰ ਪਤਨੀ ਸਵ. ਸ੍ਰੀ ਕ੍ਰਿਸ਼ਨ ਲਾਲ ਵਾਸੀ ਮਕਾਨ ਨੰਬਰ 3, ਗਲੀ ਨੰਬਰ 8, ਡਿਵੀਜ਼ਨ ਨਗਰ ਨਗਰ, ਲੁਧਿਆਣਾ ਬਿਆਨ ਕਰਦੀ ਹਾਂ ਕਿ ਮੇਰਾ ਲੜਕਾ ਮੇਰੇ ਕਹਿਣੇ ਤੋਂ ਬਾਹਰ ਹੈ। <box>8 539 345 584</box>
bullet-icon: ■ <box>8 628 23 640</box>
bullet-icon: ■ <box>8 486 25 498</box>
right-lower-column <box>1147 651 1503 2377</box>
eviction-notice: ■ ਮੈਂ ਰੀਤਾ ਰਾਣੀ ਪੁੱਤਰੀ ਸੁਖਦੇਵ ਸਿੰਘ ਵਾਸੀ ਦਾਦਾ ਪੋਤੀ, ਡੁੱਗਰੇ ਕਲਾਂ, ਤਹਿ ਤਹਾ, ਜ਼ਿਲ੍ਹਾ ਬਿਆਨ ਕਰਦੀ ਹਾਂ ਕਿ ਮੇਰਾ ਲੜਕਾ ਮੇਰੇ ਕਹਿਣੇ ਤੋਂ ਬਾਹਰ ਹੈ। <box>8 912 345 940</box>
notice-paragraph: ■ ਮੀਟਰ ਕੁਨੈਕਸ਼ਨ ਖਾਤਾ ਨੰ. ਏ.ਪੀ. 19/2022 ਜੋ ਕਿ ਜਸਪ੍ਰੀਤ ਸਿੰਘ ਪੁੱਤਰ ਕਰਮਜੀਤ ਸਿੰਘ ਵਾਸੀ ਪਿੰਡ ਦੇ ਨਾਮ ਤੇ ਚੱਲ ਰਿਹਾ ਹੈ। <box>1147 1000 1503 1029</box>
jal-shakti-intro-paragraph: ਫਤਿਹਗੜ੍ਹ ਸਾਹਿਬ, 10 ਜੂਨ (ਰਾਜਿੰਦਰ ਸਿੰਘ ਭੱਟ)- ਬਲਾਕ ਖੇੜਾ ਅਤੇ ਬਲਾਕ ਸਰਹਿੰਦ ਦੇ ਵੱਖ ਵੱਖ ਪਿੰਡਾਂ ਵਿੱਚ ਮਨਰੇਗਾ ਤਹਿਤ ਕੀਤੇ ਗਏ ਕੰਮਾਂ ਦੀ ਜਲ ਸ਼ਕਤੀ ਅਭਿਆਨ ਤਹਿਤ ਨਿਰੀਖਣ ਕੀਤਾ ਗਿਆ। <box>1150 138 1251 244</box>
story-heading: ਗਰਮੀ ਕਾਰਨ ਪੰਜਾਬ .. <box>361 945 731 966</box>
eviction-notice: ■ ਮੈਂ ਮਲਕੀਤ ਕੌਰ ਪਤਨੀ ਸਵ. ਰਜਿੰਦਰ ਸਿੰਘ ਵਾਸੀ ਪਿੰਡ ਕੋਹਾੜਾ, ਤਹਿਸੀਲ ਅਤੇ ਜ਼ਿਲ੍ਹਾ ਲੁਧਿਆਣਾ ਬਿਆਨ ਕਰਦੀ ਹਾਂ ਕਿ ਮੇਰਾ ਲੜਕਾ ਮੇਰੇ ਕਹਿਣੇ ਤੋਂ ਬਾਹਰ ਹੈ। <box>8 734 345 762</box>
story-heading: ਪ੍ਰਧਾਨ ਮੰਤਰੀ ਮੋਦੀ ਨੇ ... <box>1147 868 1503 888</box>
column-divider <box>1139 646 1140 2380</box>
jal-shakti-headline <box>1150 73 1503 128</box>
story-heading: ਪ੍ਰਤਾਪ ਸਿੰਘ ਕੈਰੋਂ ਨੂੰ ਦਾਸ .. <box>1147 805 1503 825</box>
